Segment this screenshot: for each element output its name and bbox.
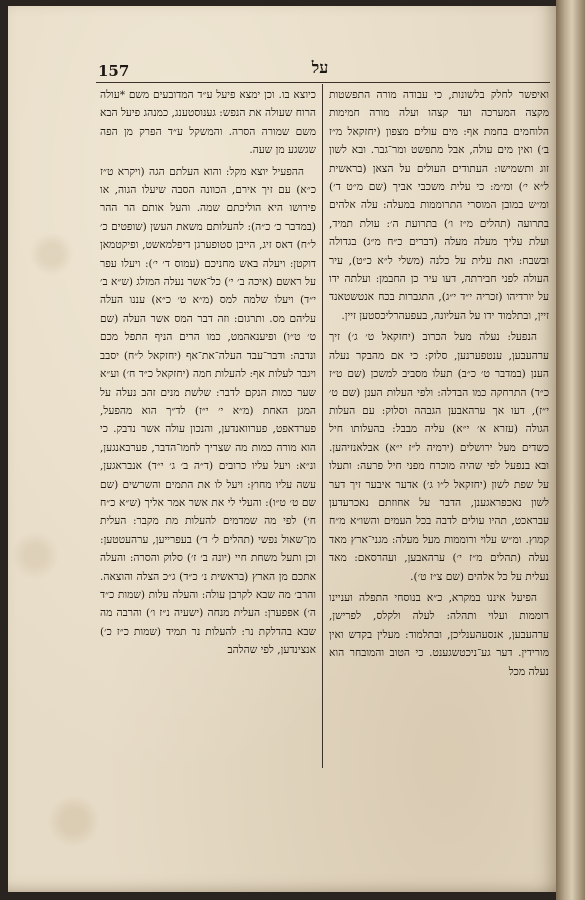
column-divider: [322, 84, 323, 768]
page-number: 157: [98, 62, 130, 80]
right-column-paragraph: הפיעל איננו במקרא, כ״א בנוסחי התפלה ועניינו רוממות ועלוי ותהלה: לעלה ולקלס, לפרישן, ערהעבען, אנסעהענליכן, ובתלמוד: מעלין בקדש ואין מורידין. דער גע־ניכטשגענט. כי הטוב והמובחר הוא נעלה מכל: [329, 591, 549, 678]
header-rule: [96, 82, 550, 83]
running-head: על: [311, 58, 329, 77]
left-column-paragraph: ההפעיל יוצא מקל: והוא העלתם הגה (ויקרא ט״ז כ״א) עם זיך אירם, הכוונה הסבה שיעלו הגוה, או פירושו היא הוליכתם שמה. והעל אותם הר ההר (במדבר כ׳ כ״ה): להעלותם משאת העשן (שופטים כ׳ ל״ח) דאס זיג, הייבן סטופערגן דיפלמאשט, ופיקטמאן דוקטן: ויעלה באש מחניכם (עמוס ד׳ י׳): ויעלו עפר על ראשם (איכה ב׳ י׳) כל־אשר נעלה המזלג (ש״א ב׳ י״ד) ויעלו שלמה למס (מ״א ט׳ כ״א) עננו העלה עליהם מס. ותרגום: וזה דבר המס אשר העלה (שם ט׳ ט״ו) ופיענאהמט, כמו הרים הניף התפל מכם ונדבה: ודבר־עבד העלה־את־אף (יחזקאל ל״ח) יסבב ויגבר לעלות אף: להעלות חמה (יחזקאל כ״ד ח׳) וע״א שער כמות הנקם לדבר: שלשת מנים זהב נעלה על המגן האחת (מ״א י׳ י״ז) לד״ך הוא מהפעל, פערדאפט, פערוואנדען, והנכון עולה אשר נדבק. כי הוא מורה כמות מה שצריך לחמו־הדבר, פערבאנגען, ונ״א: ויעל עליו כרובים (ד״ה ב׳ ג׳ י״ד) אנבראגען, עשה עליו מחוץ: ויעל לו את התמים והשרשים (שם שם ט׳ ט״ו): והעלי לי את אשר אמר אליך (ש״א כ״ח ח׳) לפי מה שמדמים להעלות מת מקבר: העלית מן־שאול נפשי (תהלים ל׳ ד׳) בעפרייען, ערהעטטען: וכן ותעל משחת חיי (יונה ב׳ ז׳) סלוק והסרה: והעלה אתכם מן הארץ (בראשית נ׳ כ״ד) ג״כ הצלה והוצאה. והרב׳ מה שבא לקרבן עולה: והעלה עלות (שמות כ״ד ה׳) אפפערן: העלית מנחה (ישעיה נ״ז ו׳) והרבה מה שבא בהדלקת נר: להעלות נר תמיד (שמות כ״ז כ׳) אנצינדען, לפי שהלהב: [100, 165, 316, 657]
book-gutter: [556, 0, 585, 900]
right-column-paragraph: הנפעל: נעלה מעל הכרוב (יחזקאל ט׳ ג׳) זיך ערהעבען, ענטפערנען, סלוק: כי אם מהבקר נעלה הענן (במדבר ט׳ כ״ב) תעלו מסביב למשכן (שם ט״ז כ״ד) התרחקה כמו הבדלה: ולפי העלות הענן (שם ט׳ י״ז), דעו אך ערהאבען הגבהה וסלוק: עם העלות הגולה (עזרא א׳ י״א) עליה מבבל: בהעלותו חיל כשדים מעל ירושלים (ירמיה ל״ז י״א) אבלאנזיהען. ובא בנפעל לפי שהיה מוכרח מפני חיל פרעה: ותעלו על שפת לשון (יחזקאל ל״ו ג׳) אדער איבער זיך דער לשון נאכפראגענן, הדבר על אחוזתם נאכרעדען עבראכט, תהיו עולים לדבה בכל העמים והשו״א מ״ח קמוץ. ומ״ש עלוי ורוממות מעל מעלה: מגני־ארץ מאד נעלה (תהלים מ״ז י׳) ערהאבען, ועהרסאם: מאד נעלית על כל אלהים (שם צ״ז ט׳).: [329, 331, 549, 583]
right-column-paragraph: ואיפשר לחלק בלשונות, כי עבודה מורה התפשטות מקצה המערכה ועד קצהו ועלה מורה חמימות הלוחמים בחמת אף: מים עולים מצפון (יחזקאל מ״ז ב׳) ואין מים עולה, אבל מתפשט ומר־גבר. ובא לשון זוג ותשמישו: העתודים העולים על הצאן (בראשית ל״א י׳) ומ״מ: כי עלית משכבי אביך (שם מ״ט ד׳) ומ״ש במובן המוסרי התרוממות במעלה: עלה אלהים בתרועה (תהלים מ״ז ו׳) בתרועת ה׳: עולת תמיד, ועלת עליך מעלה מעלה (דברים כ״ח מ״ג) בגדולה ובשבח: ואת עלית על כלנה (משלי ל״א כ״ט), עיר העולה לפני חבירתה, דעו עיר כן החבמן: ועלתה ידו על יורדיהו (זכריה י״ד י״ג), התגברות בכח אנטשטאנד זיין, ובתלמוד ידו על העליונה, בעפעהרליכסטען זיין.: [329, 89, 549, 322]
right-column: [329, 86, 549, 776]
left-column-paragraph: כיוצא בו. וכן ימצא פיעל ע״ד המדובעים משם *עולה הרוח שעולה את הנפש: גענוסטענג, כמנהג פיעל הבא משם שמורה הסרה. והמשקל ע״ד הפרק מן הפה שגשגע מן שעה.: [100, 89, 316, 157]
left-column: [100, 86, 316, 776]
